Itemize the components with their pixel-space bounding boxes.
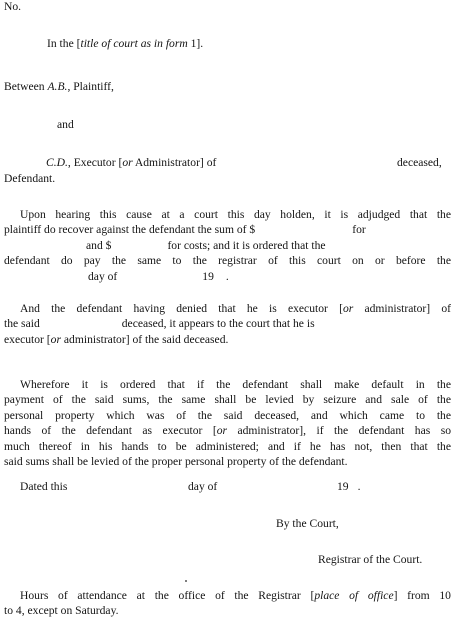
- stray-mark: [185, 580, 187, 582]
- defendant-label: Defendant.: [4, 172, 56, 185]
- and-word: and: [57, 118, 74, 131]
- dated-day-of: day of: [188, 480, 218, 493]
- defendant-line: C.D., Executor [or Administrator] of: [46, 156, 217, 169]
- dated-label: Dated this: [20, 480, 68, 493]
- plaintiff-line: Between A.B., Plaintiff,: [4, 80, 114, 93]
- denial-paragraph: And the defendant having denied that he is executor [or administrator] of the said deceased, it appears to the court that he is executor [or administrator] of the said deceased.: [4, 302, 451, 346]
- registrar-signature: Registrar of the Court.: [318, 553, 423, 566]
- hours-paragraph: Hours of attendance at the office of the Registrar [place of office] from 10 to 4, except on Saturday.: [4, 589, 451, 618]
- deceased-word: deceased,: [397, 156, 442, 169]
- court-title-line: In the [title of court as in form 1].: [47, 37, 204, 50]
- wherefore-paragraph: Wherefore it is ordered that if the defendant shall make default in the payment of the said sums, the same shall be levied by seizure and sale of the personal property which was of the said deceased, and which came to the hands of the defendant as executor [or administrator], if the defendant has so much thereof in his hands to be administered; and if he has not, then that the said sums shall be levied of the proper personal property of the defendant.: [4, 378, 451, 469]
- form-number-label: No.: [4, 0, 22, 13]
- judgment-paragraph: Upon hearing this cause at a court this day holden, it is adjudged that the plaintiff do recover against the defendant the sum of $ for and $ for costs; and it is ordered that the defendant do pay the same to the registrar of this court on or before the day of 19 .: [4, 208, 451, 283]
- dated-year: 19 .: [337, 480, 361, 493]
- by-the-court: By the Court,: [276, 517, 339, 530]
